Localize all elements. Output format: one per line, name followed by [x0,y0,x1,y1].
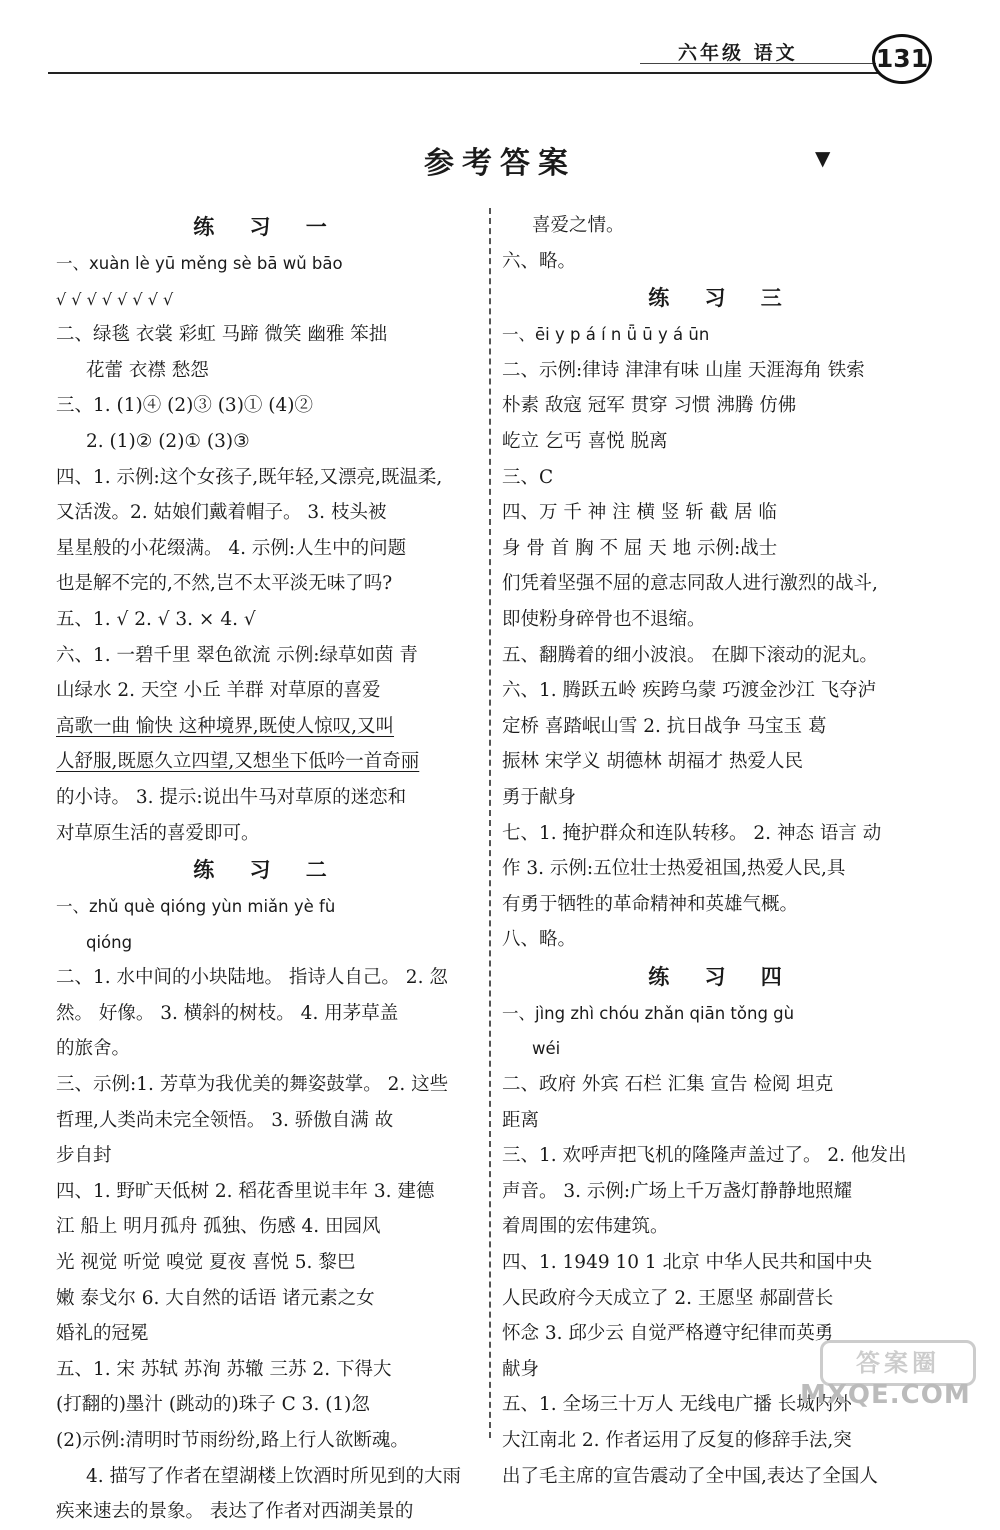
answer-line: 二、绿毯 衣裳 彩虹 马蹄 微笑 幽雅 笨拙 [56,324,388,346]
underlined-answer-line: 人舒服,既愿久立四望,又想坐下低吟一首奇丽 [56,751,420,773]
header-rule [48,72,878,74]
watermark-url: MXQE.COM [800,1380,971,1410]
answer-line: 五、1. √ 2. √ 3. × 4. √ [56,608,256,630]
section-heading: 练 习 一 [193,214,341,239]
corner-mark-icon: ▼ [815,146,831,170]
answer-line: 江 船上 明月孤舟 孤独、伤感 4. 田园风 [56,1216,381,1238]
answer-line: 又活泼。2. 姑娘们戴着帽子。 3. 枝头被 [56,502,387,524]
answer-line: 振林 宋学义 胡德林 胡福才 热爱人民 [502,751,804,773]
answer-line: 的旅舍。 [56,1038,131,1060]
section-heading: 练 习 四 [648,963,796,989]
column-divider [489,208,491,1438]
answer-line: 二、示例:律诗 津津有味 山崖 天涯海角 铁索 [502,359,865,381]
grade-subject-label: 六年级 语文 [678,42,798,64]
answer-line: 人民政府今天成立了 2. 王愿坚 郝副营长 [502,1287,834,1309]
answer-line: 屹立 乞丐 喜悦 脱离 [502,430,668,452]
right-column [502,208,942,1494]
answer-line: 出了毛主席的宣告震动了全中国,表达了全国人 [502,1465,878,1487]
answer-line: 四、1. 野旷天低树 2. 稻花香里说丰年 3. 建德 [56,1180,435,1202]
pinyin-line: 一、ēi y p á í n ǖ ū y á ūn [502,325,710,345]
section-heading: 练 习 二 [193,857,341,883]
answer-line: 二、政府 外宾 石栏 汇集 宣告 检阅 坦克 [502,1074,834,1096]
answer-line: 四、1. 1949 10 1 北京 中华人民共和国中央 [502,1252,872,1274]
answer-line: 嫩 泰戈尔 6. 大自然的话语 诸元素之女 [56,1287,375,1309]
pinyin-line: wéi [532,1039,561,1059]
pinyin-line: 一、zhǔ què qióng yùn miǎn yè fù [56,897,336,917]
watermark-logo: 答案圈 [820,1340,976,1386]
answer-line: 山绿水 2. 天空 小丘 羊群 对草原的喜爱 [56,680,381,702]
answer-line: 2. (1)② (2)① (3)③ [86,430,250,452]
answer-line: 喜爱之情。 [532,215,625,236]
answer-line: 四、万 千 神 注 横 竖 斩 截 居 临 [502,502,777,524]
answer-line: (2)示例:清明时节雨纷纷,路上行人欲断魂。 [56,1430,409,1451]
answer-line: 六、1. 一碧千里 翠色欲流 示例:绿草如茵 青 [56,644,418,666]
underlined-answer-line: 高歌一曲 愉快 这种境界,既使人惊叹,又叫 [56,715,395,737]
answer-line: 步自封 [56,1145,112,1167]
answer-line: 距离 [502,1109,540,1131]
answer-line: 4. 描写了作者在望湖楼上饮酒时所见到的大雨 [86,1465,462,1487]
answer-line: 声音。 3. 示例:广场上千万盏灯静静地照耀 [502,1180,853,1202]
answer-line: 勇于献身 [502,786,577,808]
answer-line: 七、1. 掩护群众和连队转移。 2. 神态 语言 动 [502,822,882,844]
answer-line: 朴素 敌寇 冠军 贯穿 习惯 沸腾 仿佛 [502,395,797,417]
answer-line: 作 3. 示例:五位壮士热爱祖国,热爱人民,具 [502,858,846,880]
answer-line: 六、1. 腾跃五岭 疾跨乌蒙 巧渡金沙江 飞夺泸 [502,680,877,702]
answer-line: 疾来速去的景象。 表达了作者对西湖美景的 [56,1501,414,1523]
answer-line: 五、翻腾着的细小波浪。 在脚下滚动的泥丸。 [502,644,878,666]
answer-line: 三、1. 欢呼声把飞机的隆隆声盖过了。 2. 他发出 [502,1145,907,1167]
pinyin-line: 一、jìng zhì chóu zhǎn qiān tǒng gù [502,1003,795,1023]
left-column [56,208,478,1530]
page-number: 131 [872,34,932,84]
answer-line: 然。 好像。 3. 横斜的树枝。 4. 用茅草盖 [56,1002,399,1024]
pinyin-line: qióng [86,932,133,952]
answer-line: 花蕾 衣襟 愁怨 [86,359,209,381]
answer-line: 身 骨 首 胸 不 屈 天 地 示例:战士 [502,537,778,559]
answer-line: 哲理,人类尚未完全领悟。 3. 骄傲自满 故 [56,1109,394,1131]
section-heading: 练 习 三 [648,285,796,311]
answer-line: 星星般的小花缀满。 4. 示例:人生中的问题 [56,537,407,559]
answer-line: 六、略。 [502,250,577,272]
answer-line: 怀念 3. 邱少云 自觉严格遵守纪律而英勇 [502,1323,834,1345]
page-title: 参考答案 [424,146,576,181]
answer-line: 光 视觉 听觉 嗅觉 夏夜 喜悦 5. 黎巴 [56,1252,356,1274]
page-header [0,0,1000,90]
answer-line: 二、1. 水中间的小块陆地。 指诗人自己。 2. 忽 [56,967,448,989]
answer-line: 定桥 喜踏岷山雪 2. 抗日战争 马宝玉 葛 [502,715,827,737]
pinyin-line: 一、xuàn lè yū měng sè bā wǔ bāo [56,254,343,273]
answer-line: 四、1. 示例:这个女孩子,既年轻,又漂亮,既温柔, [56,466,443,488]
answer-line: 婚礼的冠冕 [56,1323,149,1345]
answer-line: 大江南北 2. 作者运用了反复的修辞手法,突 [502,1430,852,1451]
answer-line: 的小诗。 3. 提示:说出牛马对草原的迷恋和 [56,786,407,808]
answer-line: 着周围的宏伟建筑。 [502,1216,669,1238]
answer-line: 即使粉身碎骨也不退缩。 [502,608,706,630]
answer-line: 三、C [502,466,554,488]
answer-line: 们凭着坚强不屈的意志同敌人进行激烈的战斗, [502,573,878,595]
answer-line: 三、1. (1)④ (2)③ (3)① (4)② [56,395,313,417]
answer-line: (打翻的)墨汁 (跳动的)珠子 C 3. (1)忽 [56,1394,370,1416]
answer-line: 五、1. 宋 苏轼 苏洵 苏辙 三苏 2. 下得大 [56,1358,392,1380]
answer-line: 有勇于牺牲的革命精神和英雄气概。 [502,893,799,915]
answer-line: 也是解不完的,不然,岂不太平淡无味了吗? [56,573,393,595]
answer-line: 五、1. 全场三十万人 无线电广播 长城内外 [502,1394,852,1416]
answer-line: 三、示例:1. 芳草为我优美的舞姿鼓掌。 2. 这些 [56,1074,449,1096]
answer-line: 献身 [502,1358,540,1380]
answer-line: 对草原生活的喜爱即可。 [56,822,260,844]
check-marks: √ √ √ √ √ √ √ √ [56,289,174,309]
answer-line: 八、略。 [502,929,577,951]
